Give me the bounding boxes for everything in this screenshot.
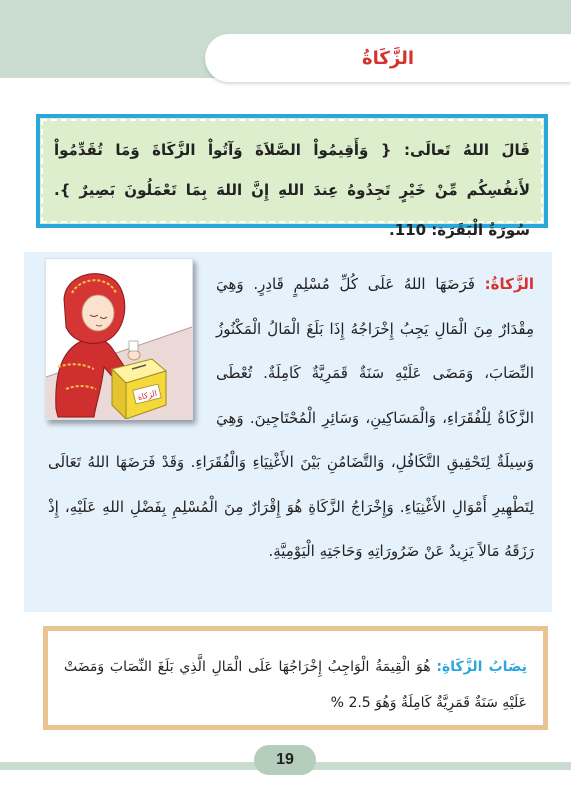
nisab-term: نِصَابُ الزَّكَاةِ: (436, 659, 527, 675)
page-number: 19 (254, 745, 316, 775)
zakat-term: الزَّكاةُ: (484, 275, 534, 293)
quran-verse-text: قَالَ اللهُ تَعالَى: { وَأَقِيمُواْ الصَّلاَةَ وَآتُواْ الزَّكَاةَ وَمَا تُقَدِّمُواْ لأَنفُسِكُم مِّنْ خَيْرٍ تَجِدُوهُ عِندَ اللهِ إِنَّ اللهَ بِمَا تَعْمَلُونَ بَصِيرٌ }. سُورَةُ الْبَقَرَة: 110. (54, 141, 530, 239)
zakat-paragraph (48, 262, 534, 602)
nisab-definition: هُوَ الْقِيمَةُ الْوَاجِبُ إِخْرَاجُهَا عَلَى الْمَالِ الَّذِي بَلَغَ النِّصَابَ وَمَضَتْ عَلَيْهِ سَنَةٌ قَمَرِيَّةٌ كَامِلَةٌ وَهُوَ 2.5 % (64, 659, 527, 711)
nisab-box (43, 626, 548, 730)
page-title: الزَّكَاةُ (362, 47, 414, 69)
quran-verse-box (36, 114, 548, 239)
box-label: الزكاة (136, 388, 158, 403)
zakat-definition: فَرَضَهَا اللهُ عَلَى كُلِّ مُسْلِمٍ قَادِرٍ. وَهِيَ مِقْدَارٌ مِنَ الْمَالِ يَجِبُ إِخْرَاجُهُ إِذَا بَلَغَ الْمَالُ الْمَكْنُوزُ النِّصَابَ، وَمَضَى عَلَيْهِ سَنَةٌ قَمَرِيَّةٌ كَامِلَةٌ. تُعْطَى الزَّكَاةُ لِلْفُقَرَاءِ، وَالْمَسَاكِينِ، وَسَائِرِ الْمُحْتَاجِينَ. وَهِيَ وَسِيلَةٌ لِتَحْقِيقِ التَّكَافُلِ، وَالتَّضَامُنِ بَيْنَ الأَغْنِيَاءِ وَالْفُقَرَاءِ. وَقَدْ فَرَضَهَا اللهُ تَعَالَى لِتَطْهِيرِ أَمْوَالِ الأَغْنِيَاءِ. وَإِخْرَاجُ الزَّكَاةِ هُوَ إِقْرَارٌ مِنَ الْمُسْلِمِ بِفَضْلِ اللهِ عَلَيْهِ، إِذْ رَزَقَهُ مَالاً يَزِيدُ عَنْ ضَرُورَاتِهِ وَحَاجَتِهِ الْيَوْمِيَّةِ. (48, 275, 534, 560)
nisab-paragraph (64, 649, 527, 721)
